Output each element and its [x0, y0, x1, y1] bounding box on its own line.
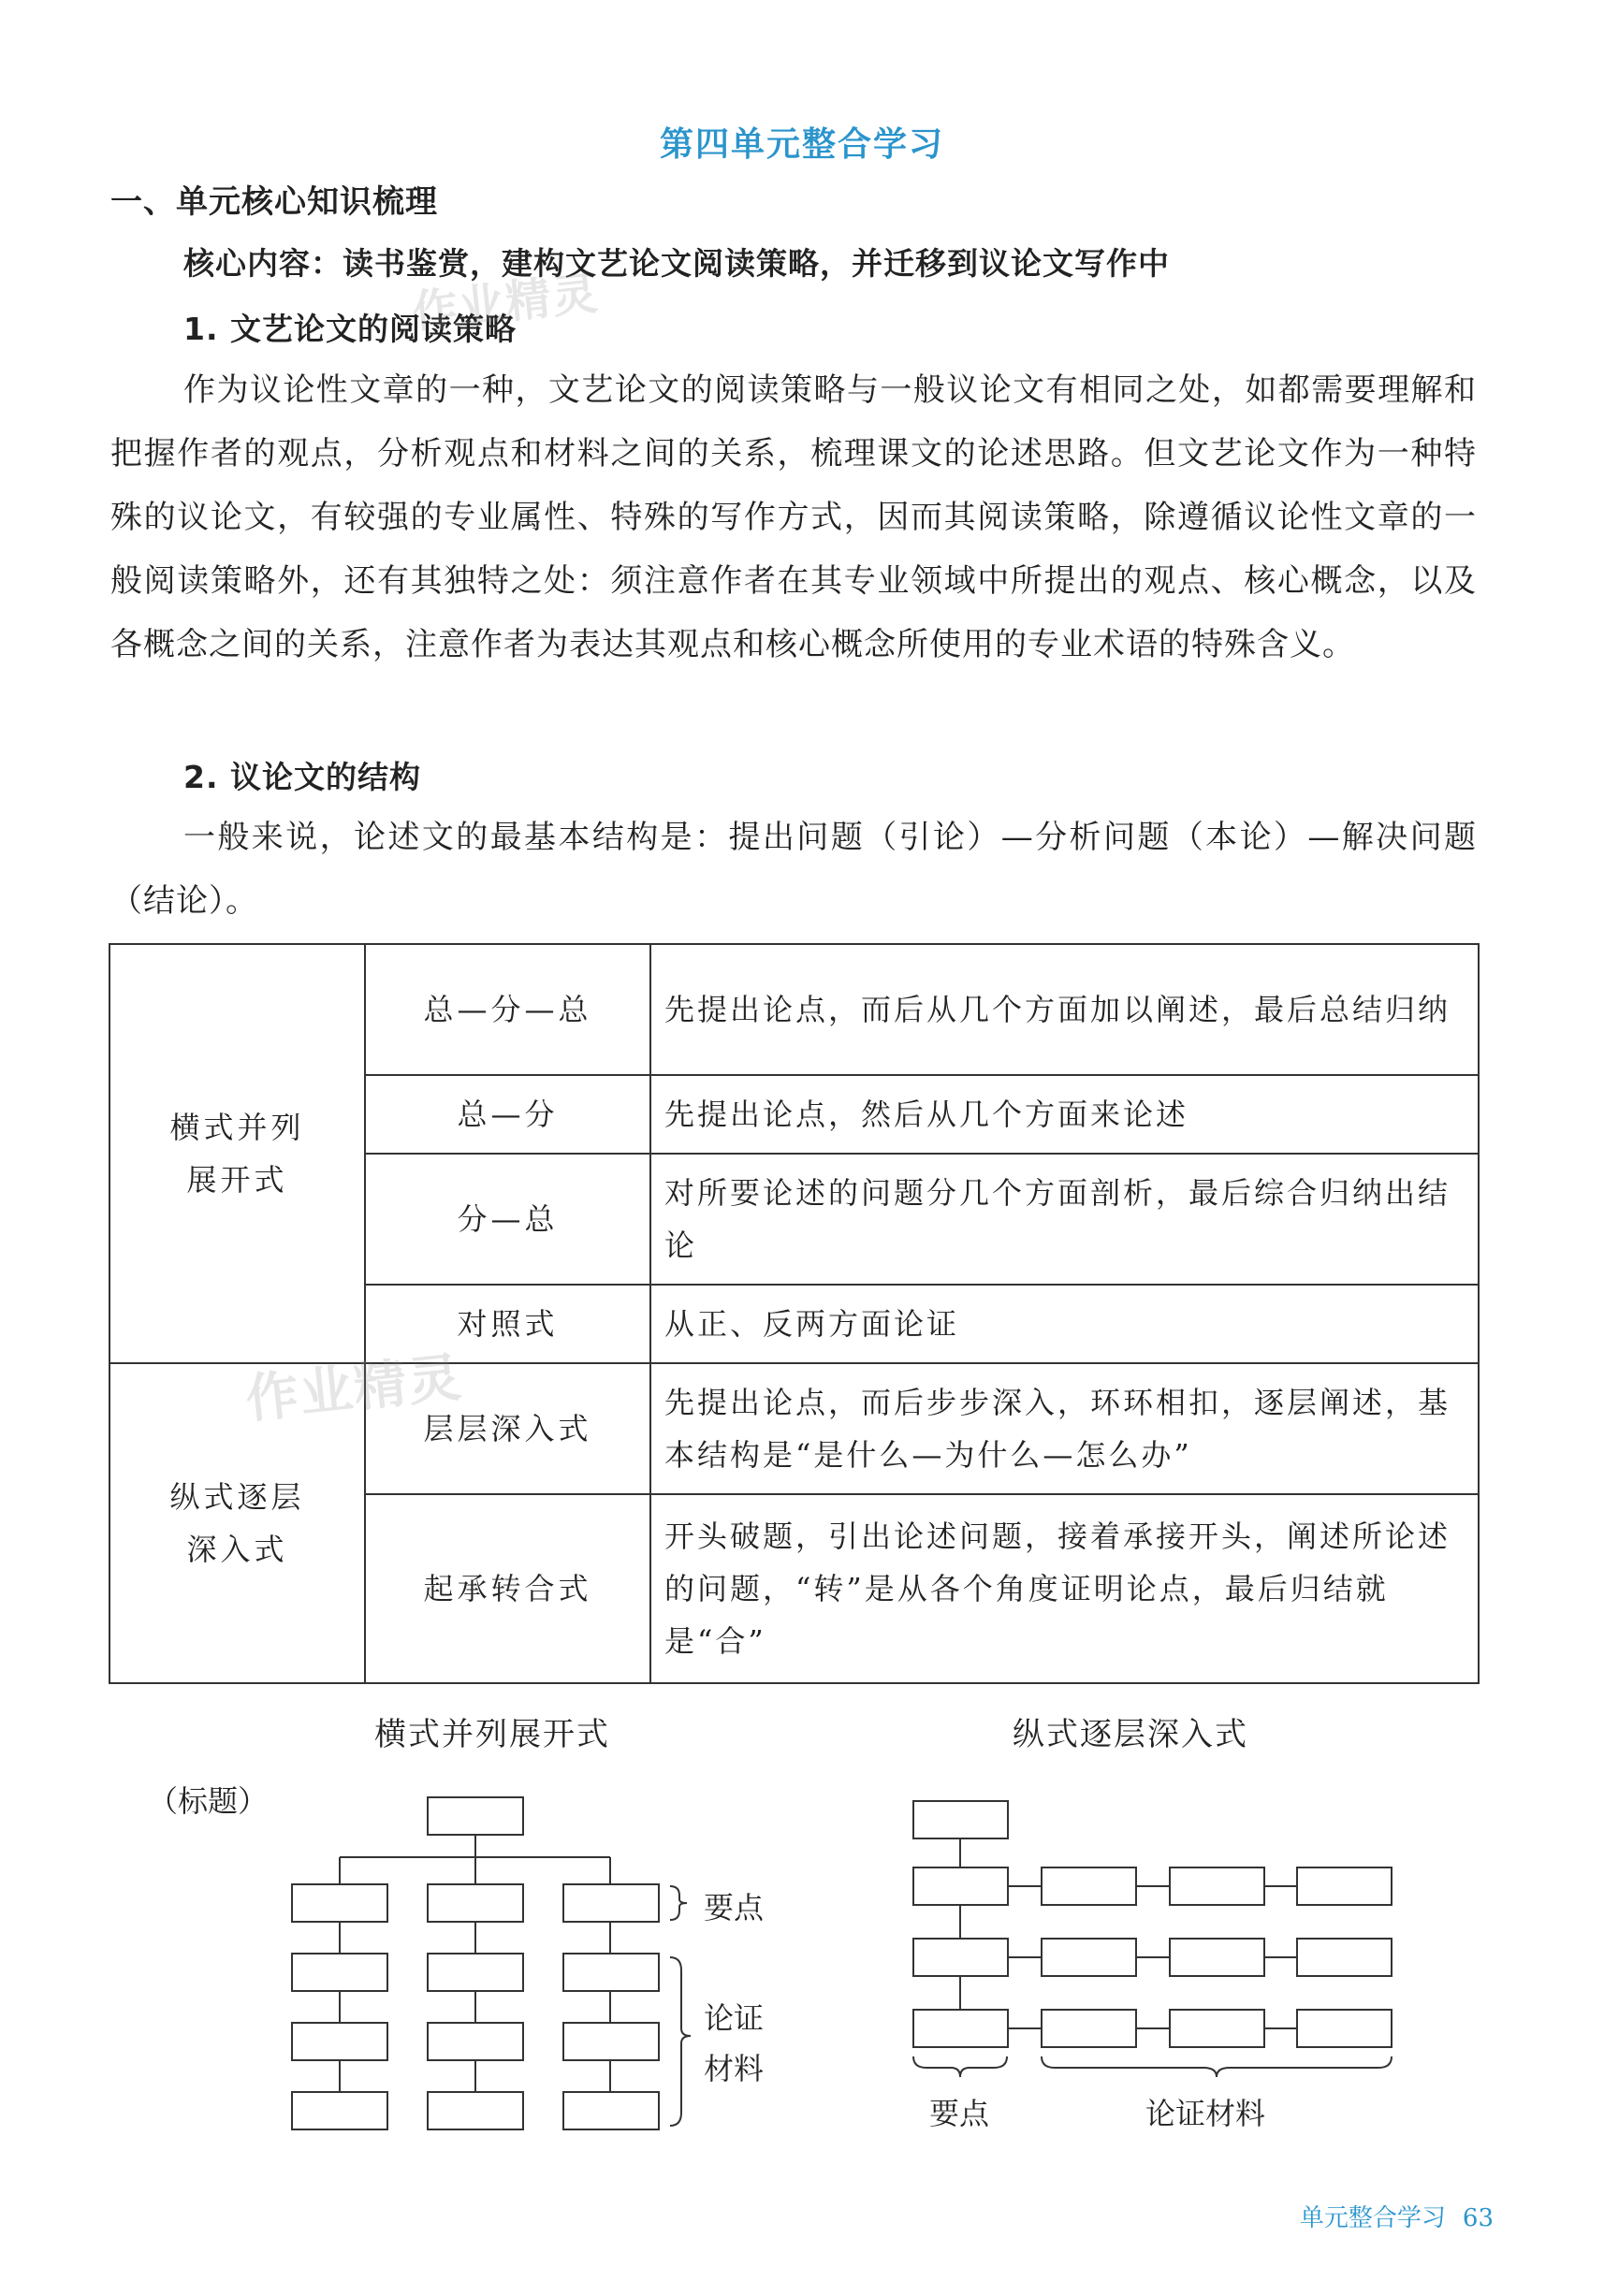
evidence-box — [1297, 1939, 1392, 1976]
watermark: 作业精灵 — [242, 1347, 466, 1431]
evidence-box — [292, 1954, 387, 1991]
horizontal-diagram — [292, 1797, 691, 2129]
structure-name: 总—分 — [365, 1075, 650, 1154]
point-box — [913, 2010, 1008, 2047]
core-content: 核心内容：读书鉴赏，建构文艺论文阅读策略，并迁移到议论文写作中 — [183, 245, 1170, 282]
subheading-reading-strategy: 1. 文艺论文的阅读策略 — [183, 311, 517, 347]
structure-desc: 开头破题，引出论述问题，接着承接开头，阐述所论述的问题，“转”是从各个角度证明论点，最后归结就是“合” — [650, 1494, 1479, 1683]
subheading-structure: 2. 议论文的结构 — [183, 759, 421, 795]
section-heading: 一、单元核心知识梳理 — [110, 183, 438, 221]
footer-text: 单元整合学习 — [1299, 2204, 1446, 2232]
points-brace — [913, 2056, 1007, 2077]
structure-name: 总—分—总 — [365, 944, 650, 1075]
title-box — [428, 1797, 523, 1835]
right-evidence-label: 论证材料 — [1145, 2096, 1266, 2131]
paragraph-structure: 一般来说，论述文的最基本结构是：提出问题（引论）—分析问题（本论）—解决问题（结论）。 — [110, 819, 1477, 920]
evidence-box — [428, 2092, 523, 2129]
evidence-box — [1042, 2010, 1136, 2047]
evidence-box — [563, 2023, 659, 2060]
evidence-box — [292, 2023, 387, 2060]
evidence-box — [428, 2023, 523, 2060]
points-brace — [670, 1886, 687, 1920]
evidence-box — [1170, 1867, 1264, 1905]
diagram-caption-vertical: 纵式逐层深入式 — [1013, 1716, 1248, 1753]
points-label: 要点 — [704, 1890, 765, 1925]
evidence-brace — [1042, 2056, 1392, 2077]
page-number: 63 — [1462, 2204, 1494, 2232]
evidence-box — [1042, 1939, 1136, 1976]
vertical-diagram — [913, 1801, 1392, 2077]
evidence-box — [1297, 1867, 1392, 1905]
evidence-box — [1170, 1939, 1264, 1976]
point-box — [563, 1884, 659, 1922]
structure-desc: 对所要论述的问题分几个方面剖析，最后综合归纳出结论 — [650, 1154, 1479, 1285]
structure-name: 分—总 — [365, 1154, 650, 1285]
evidence-label-line2: 材料 — [704, 2051, 765, 2086]
structure-name: 起承转合式 — [365, 1494, 650, 1683]
point-box — [913, 1939, 1008, 1976]
structure-desc: 先提出论点，而后步步深入，环环相扣，逐层阐述，基本结构是“是什么—为什么—怎么办” — [650, 1363, 1479, 1494]
evidence-box — [1042, 1867, 1136, 1905]
evidence-box — [428, 1954, 523, 1991]
page-title: 第四单元整合学习 — [659, 125, 944, 164]
evidence-box — [1170, 2010, 1264, 2047]
structure-desc: 从正、反两方面论证 — [650, 1285, 1479, 1363]
structure-name: 对照式 — [365, 1285, 650, 1363]
paragraph-reading-strategy: 作为议论性文章的一种，文艺论文的阅读策略与一般议论文有相同之处，如都需要理解和把握作者的观点，分析观点和材料之间的关系，梳理课文的论述思路。但文艺论文作为一种特殊的议论文，有较强的专业属性、特殊的写作方式，因而其阅读策略，除遵循议论性文章的一般阅读策略外，还有其独特之处：须注意作者在其专业领域中所提出的观点、核心概念，以及各概念之间的关系，注意作者为表达其观点和核心概念所使用的专业术语的特殊含义。 — [110, 371, 1477, 663]
right-points-label: 要点 — [929, 2096, 990, 2131]
point-box — [292, 1884, 387, 1922]
evidence-box — [1297, 2010, 1392, 2047]
evidence-label-line1: 论证 — [704, 2000, 765, 2036]
evidence-brace — [670, 1957, 691, 2126]
page-footer — [1300, 2199, 1494, 2233]
structure-name: 层层深入式 — [365, 1363, 650, 1494]
category-label: 纵式逐层深入式 — [169, 1479, 305, 1567]
evidence-box — [563, 2092, 659, 2129]
point-box — [428, 1884, 523, 1922]
structure-desc: 先提出论点，然后从几个方面来论述 — [650, 1075, 1479, 1154]
structure-desc: 先提出论点，而后从几个方面加以阐述，最后总结归纳 — [650, 944, 1479, 1075]
diagram-title-label: （标题） — [148, 1783, 269, 1819]
evidence-box — [563, 1954, 659, 1991]
diagram-caption-horizontal: 横式并列展开式 — [374, 1716, 610, 1753]
evidence-box — [292, 2092, 387, 2129]
title-box — [913, 1801, 1008, 1838]
watermark: 作业精灵 — [410, 267, 602, 340]
point-box — [913, 1867, 1008, 1905]
category-label: 横式并列展开式 — [169, 1110, 305, 1198]
